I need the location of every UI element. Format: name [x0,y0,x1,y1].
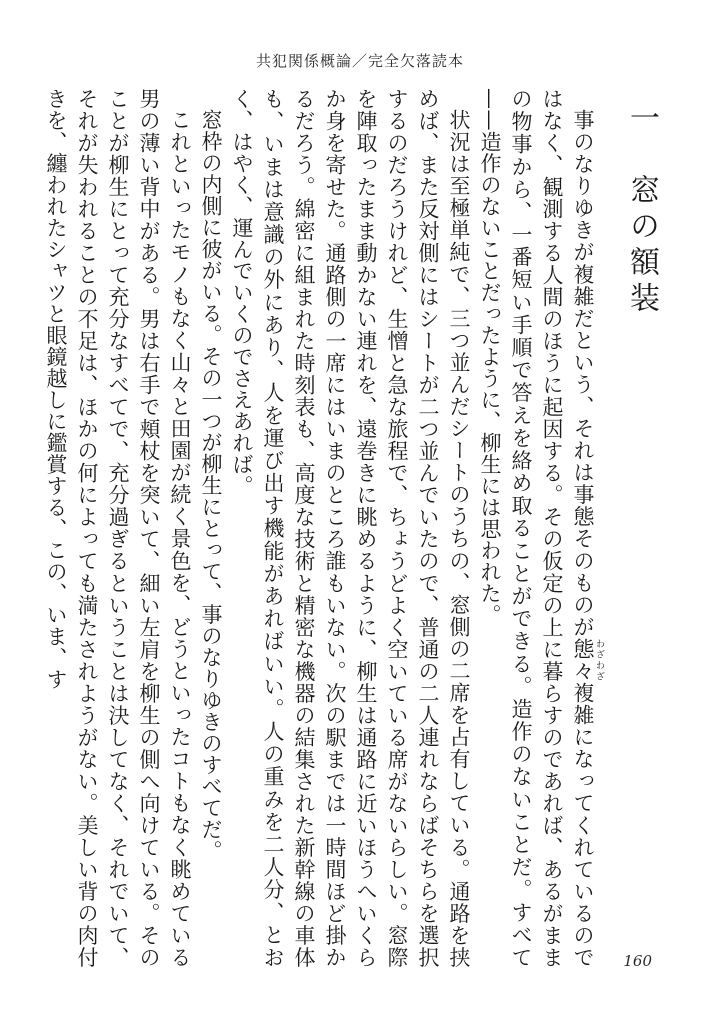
ruby-reading: わざわざ [594,637,604,682]
paragraph-3: 窓枠の内側に彼がいる。その一つが柳生にとって、事のなりゆきのすべてだ。 [199,109,223,862]
paragraph-2: 状況は至極単純で、三つ並んだシートのうちの、窓側の二席を占有している。通路を挟めば、また反対側にはシートが二つ並んでいたので、普通の二人連れならばそちらを選択するのだろうけれど、生憎と急な旅程で、ちょうどよく空いている席がないらしい。窓際を陣取ったまま動かない連れを、遠巻きに眺めるように、柳生は通路に近いほうへいくらか身を寄せた。通路側の一席にはいまのところ誰もいない。次の駅までは一時間ほど掛かるだろう。綿密に組まれた時刻表も、高度な技術と精密な機器の結集された新幹線の車体も、いまは意識の外にあり、人を運び出す機能があればいい。人の重みを二人分、とおく、はやく、運んでいくのでさえあれば。 [230,88,471,968]
chapter-title: 一 窓の額装 [624,102,659,318]
paragraph-1 [474,88,604,968]
furigana-wazawaza [571,637,604,683]
paragraph-4: これといったモノもなく山々と田園が続く景色を、どうといったコトもなく眺めている男の薄い背中がある。男は右手で頬杖を突いて、細い左肩を柳生の側へ向けている。そのことが柳生にとって充分なすべてで、充分過ぎるということは決してなく、それでいて、それが失われることの不足は、ほかの何によっても満たされようがない。美しい背の肉付きを、纏われたシャツと眼鏡越しに鑑賞する、この、いま、す [44,88,192,968]
running-head: 共犯関係概論／完全欠落読本 [255,52,464,70]
body-text [44,88,670,969]
paragraph-1-part-b: 複雑になってくれているのではなく、観測する人間のほうに起因する。その仮定の上に暮らすのであれば、あるがままの物事から、一番短い手順で答えを絡め取ることができる。造作のないことだ。すべて——造作のないことだったように、柳生には思われた。 [478,88,595,969]
page-number: 160 [623,952,652,970]
ruby-base: 態々 [571,637,595,683]
paragraph-1-part-a: 事のなりゆきが複雑だという、それは事態そのものが [571,109,595,638]
